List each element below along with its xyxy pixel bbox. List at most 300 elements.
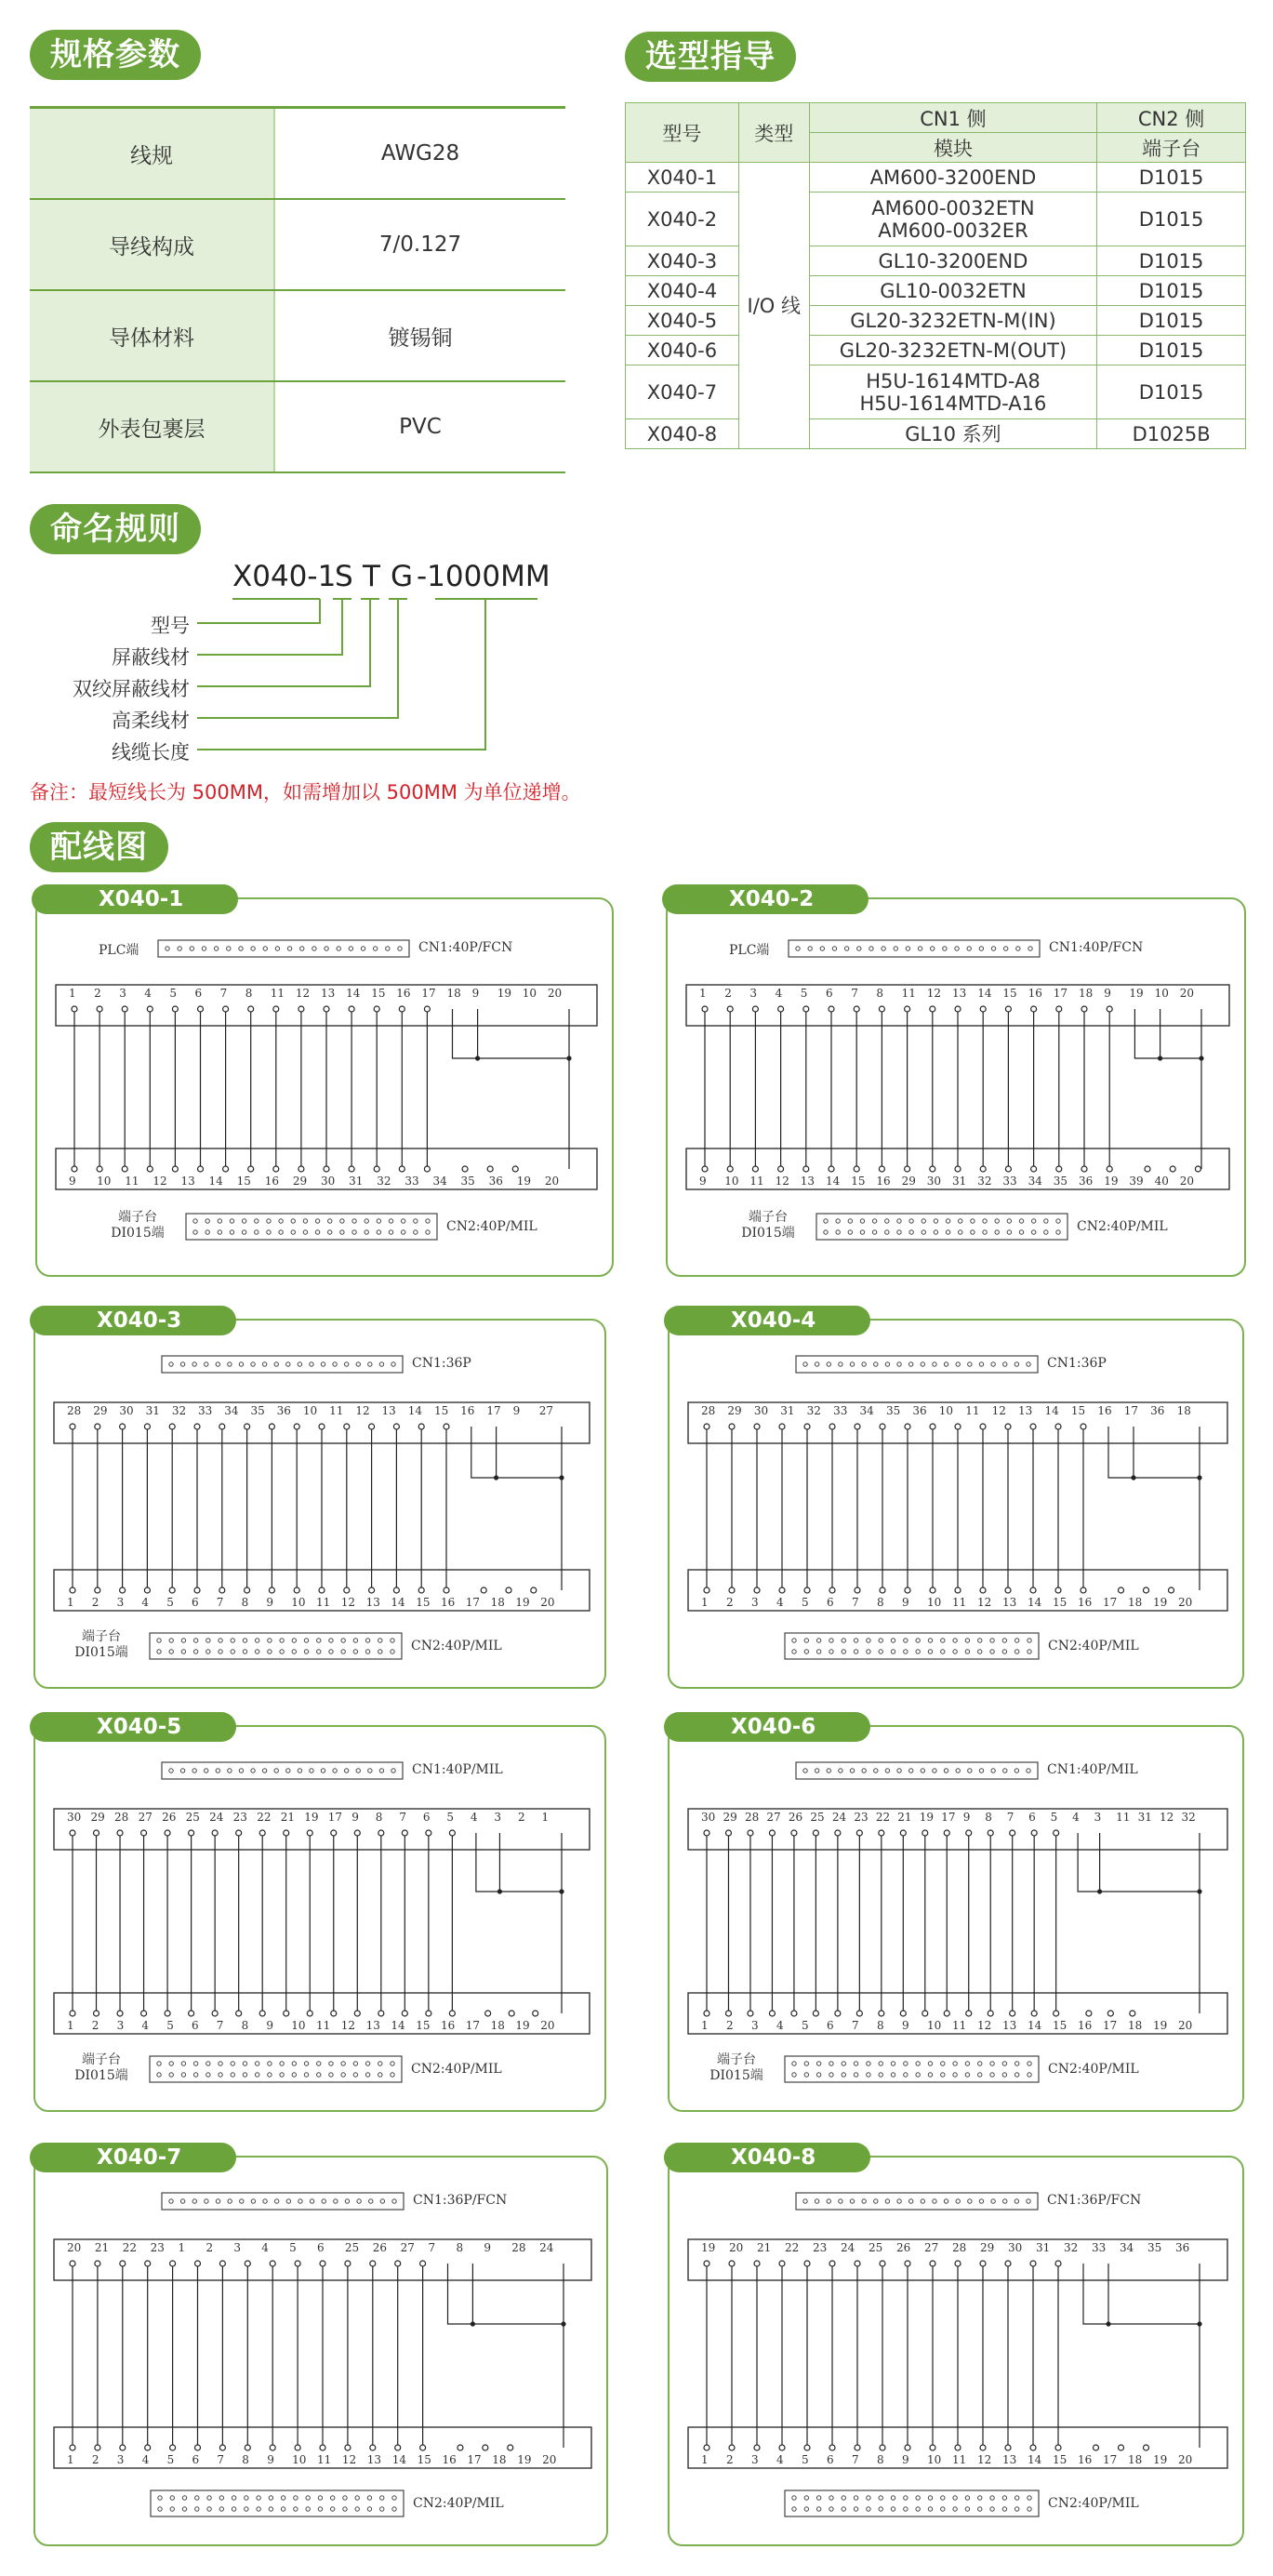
terminal-pin (855, 2261, 860, 2266)
cn2-pin (280, 2073, 284, 2077)
cn1-pin (908, 2199, 912, 2203)
cn2-pin (1019, 1219, 1023, 1223)
terminal-pin (804, 2445, 810, 2450)
top-pin-label: 11 (1116, 1811, 1131, 1824)
cn1-pin (862, 1362, 866, 1366)
terminal-pin (294, 1587, 299, 1593)
terminal-pin (704, 2261, 709, 2266)
bottom-pin-label: 9 (699, 1175, 707, 1188)
cn1-pin (361, 947, 365, 950)
top-pin-label: 36 (912, 1404, 927, 1417)
cn2-pin (978, 2496, 982, 2500)
cn2-pin (401, 1219, 404, 1223)
cn2-pin (916, 2062, 920, 2065)
cn1-pin (991, 1362, 995, 1366)
cn1-pin (300, 947, 304, 950)
terminal-cell: D1015 (1097, 246, 1246, 276)
wiring-panel (33, 2145, 608, 2546)
bottom-pin-label: 14 (1028, 2019, 1042, 2032)
terminal-pin (70, 2445, 75, 2450)
cn2-pin (255, 1639, 259, 1642)
spare-pin (487, 1166, 493, 1172)
terminal-pin (219, 2261, 225, 2266)
cn2-pin (879, 2496, 882, 2500)
bottom-pin-label: 19 (515, 1596, 530, 1609)
naming-part-t: T (363, 560, 380, 593)
terminal-pin (120, 1424, 126, 1429)
cn1-pin (827, 1769, 830, 1773)
cn1-pin (979, 2199, 983, 2203)
cn2-pin (1019, 1230, 1023, 1234)
terminal-block-label-line: DI015端 (741, 1226, 795, 1241)
cn1-pin (274, 1362, 278, 1366)
terminal-pin (70, 2261, 75, 2266)
cn2-pin (255, 1219, 259, 1223)
terminal-pin (426, 2011, 431, 2016)
bottom-pin-label: 13 (366, 2453, 382, 2466)
cn2-label: CN2:40P/MIL (411, 2062, 502, 2077)
cn2-pin (1031, 1230, 1035, 1234)
cn2-pin (378, 2062, 382, 2065)
cn2-pin (257, 2507, 260, 2511)
bottom-pin-label: 8 (242, 2453, 249, 2466)
top-pin-label: 33 (1092, 2241, 1107, 2254)
cn2-pin (941, 2507, 945, 2511)
bottom-pin-label: 11 (952, 2019, 967, 2032)
cn2-pin (158, 2496, 162, 2500)
terminal-pin (829, 1006, 834, 1012)
cn2-pin (304, 2073, 308, 2077)
top-pin-label: 4 (261, 2241, 269, 2254)
cn2-pin (909, 1219, 913, 1223)
wiring-panel-title: X040-1 (32, 884, 238, 914)
cn2-pin (317, 2062, 321, 2065)
wiring-panel-title: X040-4 (664, 1306, 870, 1335)
top-pin-label: 36 (276, 1404, 291, 1417)
bottom-pin-label: 13 (365, 1596, 380, 1609)
model-cell: X040-3 (626, 246, 739, 276)
bottom-pin-label: 17 (467, 2453, 482, 2466)
cn2-pin (842, 2496, 845, 2500)
terminal-pin (791, 1830, 797, 1836)
bottom-pin-label: 1 (701, 2453, 709, 2466)
spare-pin (1170, 1166, 1175, 1172)
terminal-pin (1081, 1166, 1087, 1172)
top-pin-label: 28 (701, 1404, 716, 1417)
bottom-pin-label: 1 (67, 2019, 74, 2032)
terminal-pin (145, 2261, 151, 2266)
cn2-pin (816, 1650, 820, 1653)
bottom-pin-label: 6 (827, 2453, 834, 2466)
terminal-pin (1030, 1587, 1036, 1593)
terminal-pin (855, 2445, 860, 2450)
cn2-pin (219, 2496, 223, 2500)
terminal-pin (393, 1587, 399, 1593)
spec-key: 线规 (30, 109, 275, 198)
terminal-pin (1010, 2011, 1015, 2016)
cn1-pin (298, 2199, 302, 2203)
wiring-panel (668, 1308, 1244, 1689)
terminal-pin (298, 1166, 304, 1172)
wiring-panel-title: X040-5 (30, 1712, 236, 1742)
terminal-pin (374, 1166, 379, 1172)
cn1-pin (239, 1362, 243, 1366)
terminal-pin (955, 1424, 961, 1429)
cn2-pin (1014, 2062, 1018, 2065)
cn2-pin (365, 1230, 368, 1234)
top-pin-label: 16 (1097, 1404, 1112, 1417)
bottom-pin-label: 6 (827, 1596, 834, 1609)
terminal-pin (854, 1006, 859, 1012)
cn2-pin (280, 2062, 284, 2065)
cn2-pin (953, 1639, 957, 1642)
cn2-pin (318, 2496, 322, 2500)
cn2-pin (206, 1639, 210, 1642)
cn2-pin (1014, 1650, 1018, 1653)
cn1-pin (820, 947, 824, 950)
terminal-pin (1031, 2011, 1037, 2016)
naming-label: 屏蔽线材 (112, 646, 190, 669)
spare-pin (506, 1587, 511, 1593)
top-pin-label: 10 (302, 1404, 318, 1417)
terminal-pin (829, 1166, 834, 1172)
cn1-pin (228, 1769, 232, 1773)
cn2-pin (231, 2062, 234, 2065)
cn2-pin (391, 1650, 394, 1653)
cn1-connector (158, 940, 409, 957)
cn1-pin (897, 1769, 901, 1773)
bottom-pin-label: 10 (927, 2453, 942, 2466)
terminal-pin (236, 2011, 242, 2016)
terminal-pin (980, 2261, 986, 2266)
cn2-pin (854, 2496, 857, 2500)
terminal-pin (729, 2261, 735, 2266)
bottom-pin-label: 12 (340, 1596, 356, 1609)
cn2-pin (353, 1650, 357, 1653)
spare-pin (531, 1587, 537, 1593)
terminal-pin (324, 1166, 329, 1172)
cn2-pin (391, 2062, 394, 2065)
spare-pin (485, 2011, 491, 2016)
spare-pin (1094, 2445, 1099, 2450)
terminal-pin (988, 1830, 993, 1836)
terminal-cell: D1015 (1097, 163, 1246, 193)
terminal-pin (219, 2445, 225, 2450)
top-pin-label: 13 (1018, 1404, 1033, 1417)
bottom-pin-label: 11 (952, 1596, 967, 1609)
terminal-pin (702, 1006, 708, 1012)
cn1-pin (832, 947, 836, 950)
terminal-block-label (60, 2052, 142, 2084)
cn2-pin (867, 1650, 870, 1653)
cn1-pin (1003, 947, 1007, 950)
cn2-pin (854, 2507, 857, 2511)
cn2-pin (816, 2507, 820, 2511)
terminal-pin (269, 1424, 274, 1429)
terminal-pin (930, 2261, 935, 2266)
cn2-pin (978, 1650, 982, 1653)
terminal-pin (804, 1587, 810, 1593)
bottom-pin-label: 17 (1103, 2019, 1118, 2032)
cn1-pin (356, 1769, 360, 1773)
cn2-pin (365, 1639, 369, 1642)
cn2-label: CN2:40P/MIL (411, 1639, 502, 1653)
module-line: H5U-1614MTD-A8 (866, 369, 1041, 392)
terminal-pin (273, 1166, 279, 1172)
top-pin-label: 29 (727, 1404, 742, 1417)
cn1-pin (356, 1362, 360, 1366)
cn1-pin (968, 2199, 972, 2203)
bottom-pin-label: 11 (749, 1175, 764, 1188)
cn1-pin (205, 1362, 208, 1366)
cn1-pin (169, 1362, 173, 1366)
bottom-pin-label: 2 (91, 2453, 99, 2466)
cn1-pin (298, 1769, 301, 1773)
cn2-pin (829, 1650, 833, 1653)
terminal-pin (189, 2011, 194, 2016)
bottom-pin-label: 14 (1028, 1596, 1042, 1609)
terminal-pin (879, 1006, 884, 1012)
terminal-pin (236, 1830, 242, 1836)
cn2-pin (267, 1230, 271, 1234)
bottom-pin-label: 16 (1078, 1596, 1093, 1609)
cn1-pin (240, 2199, 244, 2203)
cn1-pin (827, 1362, 830, 1366)
terminal-pin (449, 2011, 455, 2016)
top-pin-label: 24 (539, 2241, 554, 2254)
cn1-pin (274, 1769, 278, 1773)
top-pin-label: 21 (280, 1811, 295, 1824)
wiring-diagram (670, 1321, 1246, 1691)
top-pin-label: 30 (701, 1811, 716, 1824)
top-pin-label: 30 (1008, 2241, 1023, 2254)
bottom-pin-label: 32 (377, 1175, 391, 1188)
cn1-pin (991, 947, 995, 950)
cn2-connector (151, 2490, 404, 2516)
terminal-pin (219, 1587, 225, 1593)
terminal-pin (1107, 1006, 1112, 1012)
bottom-pin-label: 15 (416, 2019, 431, 2032)
cn2-pin (377, 1219, 380, 1223)
cn2-pin (181, 2073, 185, 2077)
top-pin-label: 30 (753, 1404, 769, 1417)
top-pin-label: 9 (512, 1404, 521, 1417)
bottom-pin-label: 10 (291, 1596, 306, 1609)
top-pin-label: 6 (1028, 1811, 1036, 1824)
cn2-pin (343, 2507, 347, 2511)
cn1-pin (803, 1362, 807, 1366)
bottom-pin-label: 2 (91, 2019, 99, 2032)
terminal-pin (980, 2445, 986, 2450)
terminal-block-label-line: 端子台 (82, 1629, 121, 1644)
terminal-pin (980, 1006, 986, 1012)
cn2-pin (206, 1219, 209, 1223)
cn1-pin (967, 947, 971, 950)
bottom-pin-label: 33 (404, 1175, 419, 1188)
spec-value: 7/0.127 (378, 232, 462, 257)
bottom-pin-label: 39 (1129, 1175, 1144, 1188)
terminal-pin (145, 2445, 151, 2450)
cn2-pin (928, 2062, 932, 2065)
spare-pin (1195, 1166, 1200, 1172)
terminal-pin (194, 1424, 200, 1429)
header-cn1: CN1 侧 (809, 103, 1096, 133)
cn2-pin (355, 2496, 359, 2500)
cn2-pin (329, 2062, 333, 2065)
top-pin-label: 32 (171, 1404, 187, 1417)
cn2-pin (1014, 2507, 1018, 2511)
cn2-pin (391, 1639, 394, 1642)
top-pin-label: 31 (780, 1404, 795, 1417)
terminal-pin (778, 1006, 784, 1012)
bottom-pin-label: 14 (208, 1175, 223, 1188)
cn1-pin (850, 1362, 854, 1366)
bottom-pin-label: 1 (701, 2019, 709, 2032)
cn1-pin (968, 1362, 972, 1366)
top-pin-label: 10 (938, 1404, 954, 1417)
terminal-pin (320, 2445, 325, 2450)
wiring-diagram (35, 2158, 610, 2548)
cn2-pin (255, 1650, 259, 1653)
terminal-pin (930, 1006, 935, 1012)
cn1-label: CN1:36P/FCN (1047, 2193, 1142, 2208)
cn2-pin (219, 2062, 222, 2065)
cn2-pin (879, 2062, 882, 2065)
cn2-pin (804, 1650, 808, 1653)
top-pin-label: 27 (538, 1404, 554, 1417)
cn1-pin (874, 1362, 878, 1366)
terminal-pin (1055, 1424, 1061, 1429)
cn2-pin (389, 1230, 392, 1234)
cn2-pin (965, 2062, 969, 2065)
type-cell: I/O 线 (738, 163, 809, 449)
cn1-pin (979, 1362, 983, 1366)
terminal-pin (880, 1587, 885, 1593)
terminal-cell: D1015 (1097, 336, 1246, 365)
cn1-connector (796, 2193, 1038, 2210)
cn2-pin (990, 2507, 994, 2511)
terminal-pin (418, 1587, 424, 1593)
top-pin-label: 30 (119, 1404, 134, 1417)
cn1-connector (162, 1356, 403, 1373)
top-pin-label: 12 (1160, 1811, 1174, 1824)
cn1-pin (391, 1362, 395, 1366)
terminal-pin (354, 2011, 360, 2016)
terminal-pin (829, 2445, 835, 2450)
top-pin-label: 20 (729, 2241, 744, 2254)
spare-pin (462, 1166, 468, 1172)
cn2-pin (916, 1650, 920, 1653)
bottom-pin-label: 16 (1078, 2453, 1093, 2466)
terminal-pin (905, 2445, 910, 2450)
cn2-pin (377, 1230, 380, 1234)
cn2-pin (242, 1219, 245, 1223)
cn2-pin (836, 1230, 840, 1234)
terminal-pin (369, 1587, 375, 1593)
bus-junction (1197, 1475, 1201, 1480)
terminal-pin (955, 2261, 961, 2266)
cn1-pin (312, 947, 316, 950)
cn1-pin (839, 1362, 842, 1366)
bottom-pin-label: 14 (391, 2453, 406, 2466)
top-pin-label: 5 (800, 987, 808, 1000)
model-cell: X040-4 (626, 276, 739, 306)
terminal-pin (212, 1830, 218, 1836)
cn2-pin (872, 1219, 876, 1223)
top-pin-label: 26 (788, 1811, 803, 1824)
bus-junction (475, 1056, 480, 1060)
terminal-pin (930, 1166, 935, 1172)
cn2-pin (946, 1219, 949, 1223)
terminal-pin (813, 2011, 818, 2016)
cn2-pin (292, 1639, 296, 1642)
cn2-pin (941, 1639, 945, 1642)
cn2-pin (182, 2507, 186, 2511)
terminal-pin (748, 2011, 753, 2016)
top-pin-label: 16 (460, 1404, 475, 1417)
cn1-pin (321, 1362, 325, 1366)
cn2-pin (242, 1230, 245, 1234)
terminal-pin (955, 1006, 961, 1012)
terminal-pin (402, 1830, 407, 1836)
terminal-pin (1005, 1006, 1011, 1012)
terminal-pin (966, 1830, 972, 1836)
top-pin-label: 5 (446, 1811, 455, 1824)
cn2-pin (378, 1639, 382, 1642)
terminal-pin (729, 1587, 735, 1593)
top-pin-label: 22 (122, 2241, 138, 2254)
bottom-pin-label: 11 (316, 1596, 331, 1609)
bottom-pin-label: 35 (1053, 1175, 1068, 1188)
cn2-pin (879, 2507, 882, 2511)
cn2-pin (243, 2073, 246, 2077)
cn2-pin (365, 1219, 368, 1223)
terminal-pin (835, 1830, 841, 1836)
cn1-pin (169, 2199, 173, 2203)
cn2-pin (218, 1219, 221, 1223)
spare-pin (1145, 1166, 1150, 1172)
cn1-pin (334, 2199, 338, 2203)
terminal-pin (880, 2261, 885, 2266)
cn2-pin (891, 2073, 895, 2077)
top-pin-label: 9 (1104, 987, 1111, 1000)
terminal-block-label-line: 端子台 (82, 2052, 121, 2067)
cn2-pin (824, 1230, 828, 1234)
spare-pin (1169, 1587, 1174, 1593)
cn2-pin (353, 1639, 357, 1642)
terminal-pin (94, 1830, 99, 1836)
cn2-pin (867, 1639, 870, 1642)
top-pin-label: 15 (1002, 987, 1017, 1000)
bottom-pin-label: 16 (442, 2453, 457, 2466)
cn1-connector (162, 1762, 403, 1779)
bus-junction (497, 1889, 502, 1893)
bottom-pin-label: 12 (340, 2019, 356, 2032)
naming-section-title: 命名规则 (30, 504, 201, 554)
cn2-pin (378, 1650, 382, 1653)
top-pin-label: 26 (896, 2241, 911, 2254)
top-pin-label: 6 (826, 987, 833, 1000)
bottom-pin-label: 8 (241, 1596, 249, 1609)
cn2-pin (1002, 2507, 1006, 2511)
cn2-pin (170, 2496, 174, 2500)
cn2-connector (785, 1633, 1039, 1659)
terminal-pin (70, 1424, 75, 1429)
cn2-pin (928, 2073, 932, 2077)
bottom-pin-label: 6 (827, 2019, 834, 2032)
cn2-pin (897, 1230, 901, 1234)
terminal-pin (320, 2261, 325, 2266)
